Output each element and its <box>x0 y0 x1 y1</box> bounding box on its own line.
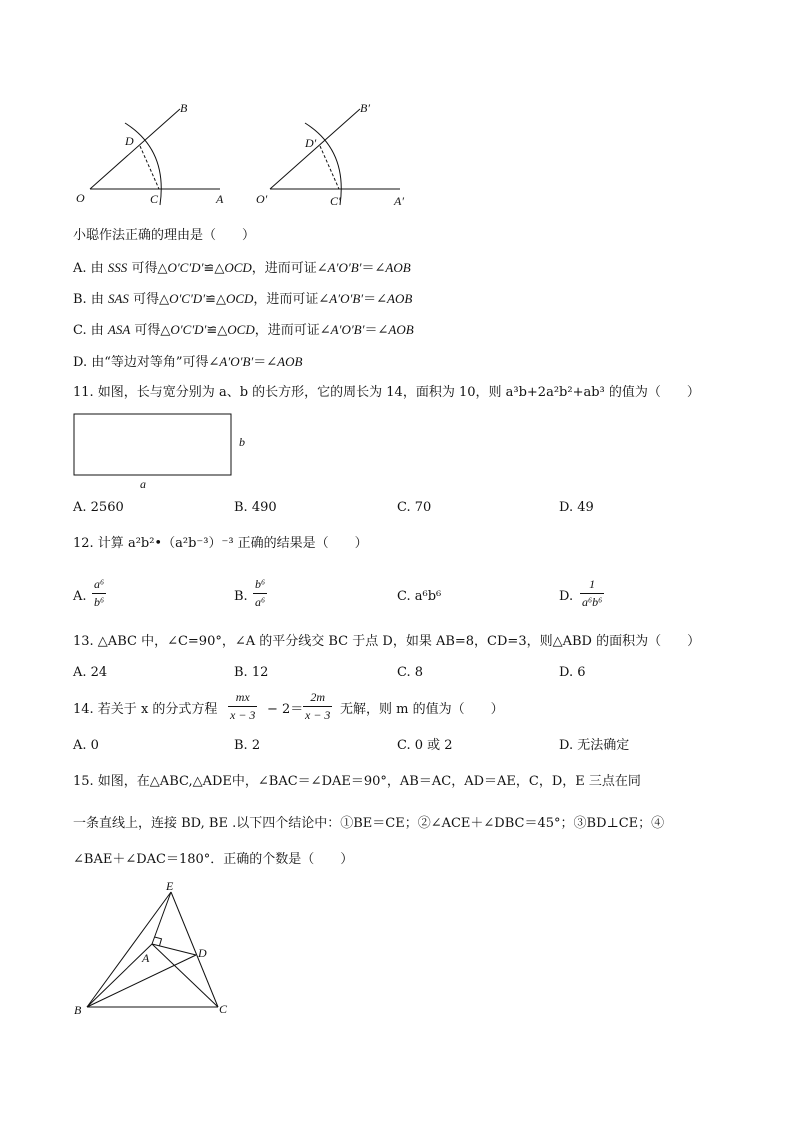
q11-option-c[interactable]: C. 70 <box>397 500 432 515</box>
q12-option-b[interactable]: B. <box>234 589 248 604</box>
q12-option-c[interactable]: C. a⁶b⁶ <box>397 589 442 604</box>
q10-option-d[interactable]: D. 由“等边对等角”可得∠A′O′B′＝∠AOB <box>73 354 303 370</box>
segment-ae <box>152 892 171 944</box>
label-c-prime: C′ <box>330 194 341 208</box>
q14-fraction-1: mx x − 3 <box>230 690 256 722</box>
q13-option-a[interactable]: A. 24 <box>73 665 108 680</box>
label-c: C <box>150 192 159 206</box>
q10-figure-2 <box>240 95 430 210</box>
q12-option-d-fraction: 1 a⁶b⁶ <box>582 577 603 609</box>
q11-option-a[interactable]: A. 2560 <box>73 500 124 515</box>
q13-stem: 13. △ABC 中，∠C=90°，∠A 的平分线交 BC 于点 D，如果 AB=8，CD=3，则△ABD 的面积为（ ） <box>73 634 701 649</box>
q10-option-c[interactable]: C. 由 ASA 可得△O′C′D′≌△OCD，进而可证∠A′O′B′＝∠AOB <box>73 322 414 338</box>
q13-option-b[interactable]: B. 12 <box>234 665 269 680</box>
label-b: B <box>180 101 188 115</box>
label-b-prime: B′ <box>360 101 370 115</box>
q12-option-a-fraction: a⁶ b⁶ <box>94 577 105 609</box>
q14-option-b[interactable]: B. 2 <box>234 738 261 753</box>
label-a-prime: A′ <box>394 194 404 208</box>
q13-option-d[interactable]: D. 6 <box>559 665 586 680</box>
label-b-side: b <box>239 435 245 449</box>
q10-stem: 小聪作法正确的理由是（ ） <box>73 228 256 243</box>
q10-figure-1 <box>60 95 250 210</box>
q15-stem-line-3: ∠BAE＋∠DAC＝180°．正确的个数是（ ） <box>73 852 354 867</box>
label-d: D <box>198 946 207 960</box>
q12-stem: 12. 计算 a²b²•（a²b⁻³）⁻³ 正确的结果是（ ） <box>73 536 368 551</box>
q11-option-d[interactable]: D. 49 <box>559 500 594 515</box>
q15-stem-line-2: 一条直线上，连接 BD, BE .以下四个结论中：①BE＝CE；②∠ACE＋∠DBC＝45°；③BD⊥CE；④ <box>73 816 665 831</box>
q11-stem: 11. 如图，长与宽分别为 a、b 的长方形，它的周长为 14，面积为 10，则 a³b+2a²b²+ab³ 的值为（ ） <box>73 385 700 400</box>
q14-stem-mid: − 2＝ <box>267 702 304 717</box>
label-b: B <box>74 1003 82 1017</box>
label-o-prime: O′ <box>256 192 268 206</box>
dashed-cd <box>140 146 159 189</box>
q11-option-b[interactable]: B. 490 <box>234 500 277 515</box>
segment-ad <box>152 944 196 955</box>
segment-ac <box>152 944 218 1007</box>
q13-option-c[interactable]: C. 8 <box>397 665 424 680</box>
label-e: E <box>166 879 174 893</box>
label-d: D <box>125 134 134 148</box>
segment-ec <box>171 892 218 1007</box>
label-o: O <box>76 191 85 205</box>
q15-stem-line-1: 15. 如图，在△ABC,△ADE中，∠BAC＝∠DAE＝90°，AB＝AC，AD＝AE，C，D，E 三点在同 <box>73 774 641 789</box>
q14-stem-pre: 14. 若关于 x 的分式方程 <box>73 702 218 717</box>
q10-option-b[interactable]: B. 由 SAS 可得△O′C′D′≌△OCD，进而可证∠A′O′B′＝∠AOB <box>73 291 413 307</box>
q14-option-c[interactable]: C. 0 或 2 <box>397 738 453 753</box>
ray-ob <box>90 109 180 189</box>
dashed-cd-prime <box>320 146 339 189</box>
label-a: A <box>216 192 224 206</box>
rectangle <box>74 414 231 475</box>
label-c: C <box>219 1002 228 1016</box>
q12-option-b-fraction: b⁶ a⁶ <box>255 577 266 609</box>
q14-option-a[interactable]: A. 0 <box>73 738 99 753</box>
q15-triangle-figure <box>68 878 243 1023</box>
q12-option-d[interactable]: D. <box>559 589 574 604</box>
q14-fraction-2: 2m x − 3 <box>305 690 331 722</box>
q14-stem-post: 无解，则 m 的值为（ ） <box>340 702 504 717</box>
label-d-prime: D′ <box>305 136 317 150</box>
label-a: A <box>142 951 150 965</box>
q10-option-a[interactable]: A. 由 SSS 可得△O′C′D′≌△OCD，进而可证∠A′O′B′＝∠AOB <box>73 260 411 276</box>
q12-option-a[interactable]: A. <box>73 589 87 604</box>
q14-option-d[interactable]: D. 无法确定 <box>559 738 630 753</box>
q11-rectangle-figure <box>70 410 260 492</box>
label-a-side: a <box>140 477 146 491</box>
